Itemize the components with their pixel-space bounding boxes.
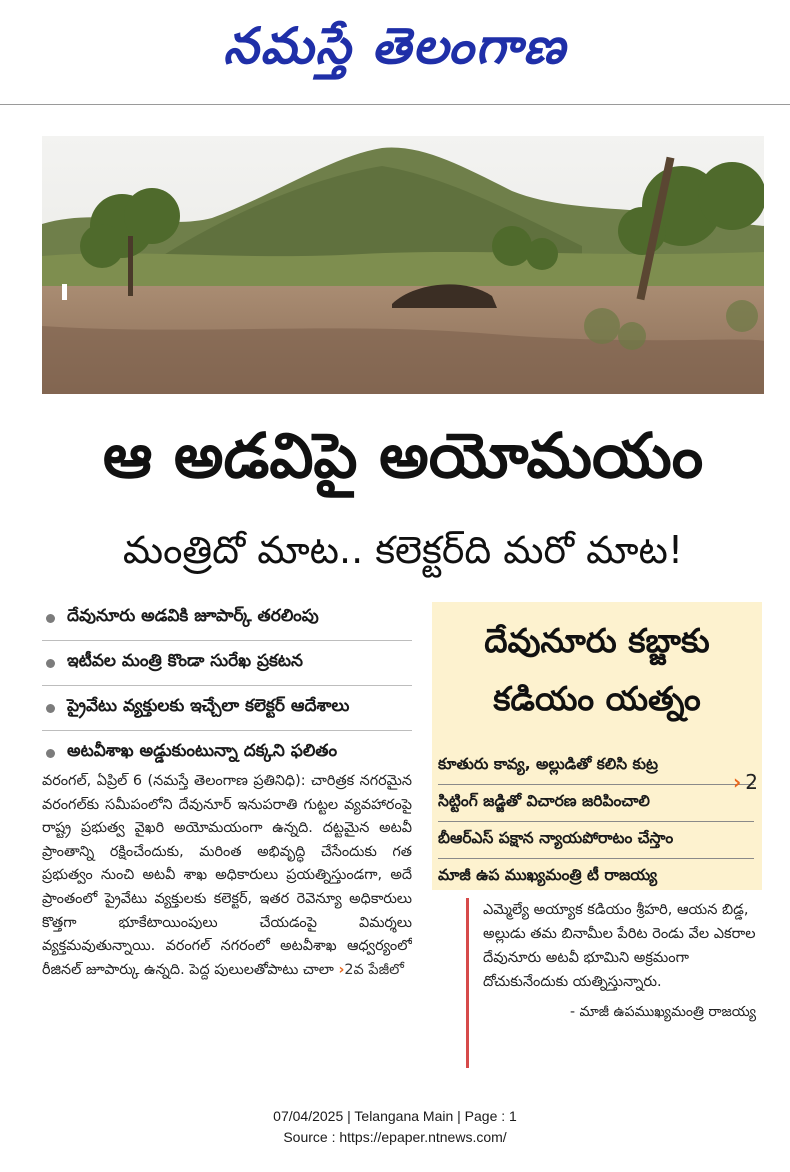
sidebar-headline-line2: కడియం యత్నం [493,679,701,718]
bullet-list [42,596,412,775]
header-divider [0,104,790,105]
bullet-text: దేవునూరు అడవికి జూపార్క్‌ తరలింపు [67,606,319,626]
list-item [42,641,412,686]
sidebar-headline [432,612,762,728]
article-subheadline: మంత్రిదో మాట.. కలెక్టర్‌ది మరో మాట! [122,528,684,572]
sidebar-point: బీఆర్‌ఎస్‌ పక్షాన న్యాయపోరాటం చేస్తాం [438,822,754,859]
page-footer [0,1106,790,1148]
bullet-text: అటవీశాఖ అడ్డుకుంటున్నా దక్కని ఫలితం [67,741,338,761]
pull-quote [466,898,756,1068]
footer-date-line: 07/04/2025 | Telangana Main | Page : 1 [273,1108,517,1124]
bullet-icon [46,749,55,758]
list-item [42,596,412,641]
bullet-text: ప్రైవేటు వ్యక్తులకు ఇచ్చేలా కలెక్టర్‌ ఆదేశాలు [67,696,350,716]
page-reference[interactable] [733,770,758,794]
sidebar-point: సిట్టింగ్‌ జడ్జితో విచారణ జరిపించాలి [438,785,754,822]
article-headline: ఆ అడవిపై అయోమయం [102,419,704,492]
continued-label: 2వ పేజీలో [344,961,404,978]
continued-link[interactable] [338,962,403,978]
bullet-icon [46,614,55,623]
quote-author: - మాజీ ఉపముఖ్యమంత్రి రాజయ్య [569,1004,756,1020]
quote-text: ఎమ్మెల్యే అయ్యాక కడియం శ్రీహరి, ఆయన బిడ్డ, అల్లుడు తమ బినామీల పేరిట రెండు వేల ఎకరాల దేవునూరు అటవీ భూమిని అక్రమంగా దోచుకునేందుకు యత్నిస్తున్నారు. [483,902,756,990]
sidebar-point: కూతురు కావ్య, అల్లుడితో కలిసి కుట్ర [438,748,754,785]
sidebar-point: మాజీ ఉప ముఖ్యమంత్రి టీ రాజయ్య [438,866,658,884]
bullet-icon [46,659,55,668]
sidebar-points [438,748,754,895]
article-photo [42,136,764,394]
article-body-text: వరంగల్‌, ఏప్రిల్‌ 6 (నమస్తే తెలంగాణ ప్రతినిధి): చారిత్రక నగరమైన వరంగల్‌కు సమీపంలోని దేవునూర్‌ ఇనుపరాతి గుట్టల వ్యవహారంపై రాష్ట్ర ప్రభుత్వ వైఖరి అయోమయంగా ఉన్నది. దట్టమైన అటవీ ప్రాంతాన్ని రక్షించేందుకు, మరింత అభివృద్ధి చేసేందుకు గత ప్రభుత్వం నుంచి అటవీ శాఖ అధికారులు ప్రయత్నిస్తుండగా, అదే ప్రాంతంలో ప్రైవేటు వ్యక్తులకు కలెక్టర్‌, ఇతర రెవెన్యూ అధికారులు కొత్తగా భూకేటాయింపులు చేయడంపై విమర్శలు వ్యక్తమవుతున్నాయి. వరంగల్‌ నగరంలో అటవీశాఖ ఆధ్వర్యంలో రీజినల్‌ జూపార్కు ఉన్నది. పెద్ద పులులతోపాటు చాలా [42,773,412,978]
bullet-icon [46,704,55,713]
newspaper-logo: నమస్తే తెలంగాణ [223,16,567,75]
footer-source-line: Source : https://epaper.ntnews.com/ [283,1129,507,1145]
sidebar-headline-line1: దేవునూరు కబ్జాకు [484,621,710,660]
article-body [42,770,412,1078]
masthead [0,0,790,104]
chevron-right-icon: › [338,961,345,978]
sidebar-box [432,602,762,890]
bullet-text: ఇటీవల మంత్రి కొండా సురేఖ ప్రకటన [67,651,303,671]
page-reference-number: 2 [745,770,758,794]
chevron-right-icon: › [733,770,742,794]
list-item [42,686,412,731]
list-item [42,731,412,775]
